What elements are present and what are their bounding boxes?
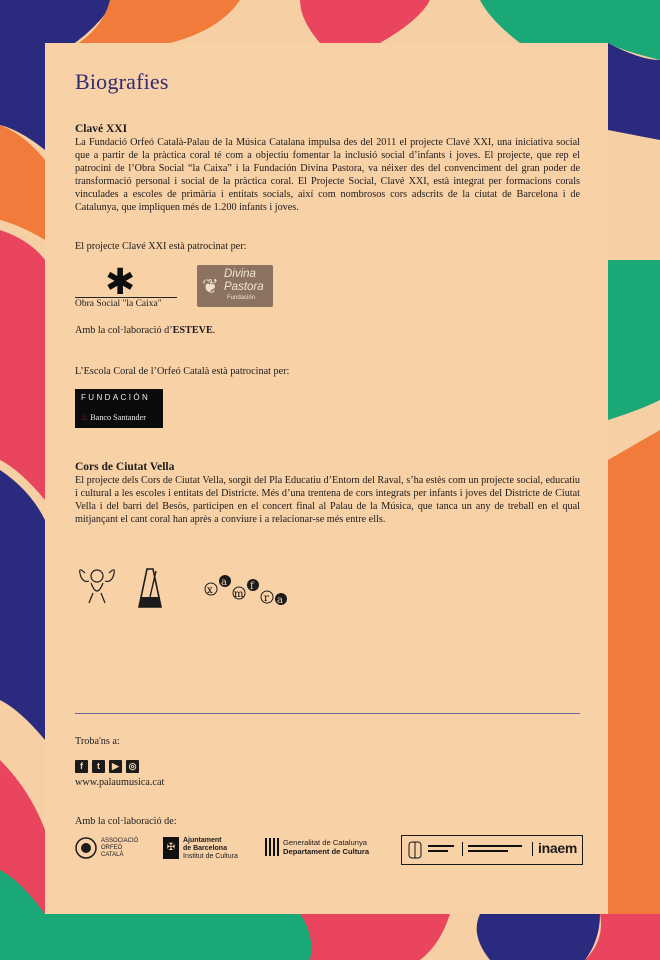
xamfra-logo [205,575,287,606]
generalitat-bars-icon [265,838,279,856]
find-us-label: Troba'ns a: [75,736,120,747]
youtube-icon[interactable]: ▶ [109,760,122,773]
cors-partner-logos [75,563,305,613]
fundacion-banco-santander-logo: FUNDACIÓN ♨ Banco Santander [75,389,163,428]
caixa-logo-text: Obra Social "la Caixa" [75,297,177,309]
cors-body: El projecte dels Cors de Ciutat Vella, sorgit del Pla Educatiu d’Entorn del Raval, s’ha estès com un projecte social, educatiu i cultural a les escoles i entitats del Districte. Més d’una trentena de cors integrats per infants i joves del Districte de Ciutat Vella i del barri del Besòs, participen en el concert final al Palau de la Música, que tanca un any de treball en el qual mitjançant el cant coral han après a conviure i a relacionar-se més entre ells. [75,475,580,526]
collaborator-logos [75,835,585,867]
obra-social-la-caixa-logo [75,262,175,313]
clave-collaboration: Amb la col·laboració d’ESTEVE. [75,325,216,336]
cherub-icon [80,570,115,603]
generalitat-catalunya-logo: Generalitat de Catalunya Departament de Cultura [265,835,390,865]
gobierno-inaem-logo: inaem [401,835,583,865]
clave-body: La Fundació Orfeó Català-Palau de la Música Catalana impulsa des del 2011 el projecte Clavé XXI, una iniciativa social que a partir de la pràctica coral té com a objectiu fomentar la inclusió social d’infants i joves. El projecte, que rep el patrocini de l’Obra Social “la Caixa” i la Fundación Divina Pastora, va néixer des del convenciment del gran poder de transformació personal i social de la pràctica coral. El Projecte Social, Clavé XXI, està integrat per formacions corals vinculades a escoles de primària i entitats socials, així com nombrosos cors adscrits de la ciutat de Barcelona i de Catalunya, que impliquen més de 1.200 infants i joves. [75,137,580,214]
page-title: Biografies [75,69,169,94]
clave-sponsored-by: El projecte Clavé XXI està patrocinat per: [75,241,247,252]
divina-pastora-mark-icon: ❦ [202,274,219,298]
xamfra-letter: r [264,593,269,604]
xamfra-letter: m [234,589,244,600]
cors-heading: Cors de Ciutat Vella [75,461,175,473]
divina-pastora-logo: ❦ Divina Pastora Fundación [197,265,273,307]
spain-coat-of-arms-icon [406,840,424,860]
website-link[interactable]: www.palaumusica.cat [75,777,165,788]
xamfra-letter: a [277,595,283,606]
twitter-icon[interactable]: t [92,760,105,773]
clave-heading: Clavé XXI [75,123,128,135]
escola-sponsored-by: L’Escola Coral de l’Orfeó Català està patrocinat per: [75,366,290,377]
caixa-star-icon: ✱ [105,262,136,303]
xamfra-letter: a [221,577,227,588]
ajuntament-shield-icon: ✠ [163,837,179,859]
collab-label: Amb la col·laboració de: [75,816,177,827]
orfeo-seal-icon [75,837,97,859]
metronome-icon [139,569,161,607]
ajuntament-barcelona-logo: ✠ Ajuntament de Barcelona Institut de Cultura [163,835,253,865]
xamfra-letter: f [250,581,254,592]
document-page [45,43,608,914]
facebook-icon[interactable]: f [75,760,88,773]
instagram-icon[interactable]: ◎ [126,760,139,773]
orfeo-catala-logo: ASSOCIACIÓ ORFEÓ CATALÀ [75,835,145,865]
divider [75,713,580,714]
social-icons [75,756,143,770]
santander-flame-icon: ♨ [81,413,89,422]
xamfra-letter: x [207,585,213,596]
